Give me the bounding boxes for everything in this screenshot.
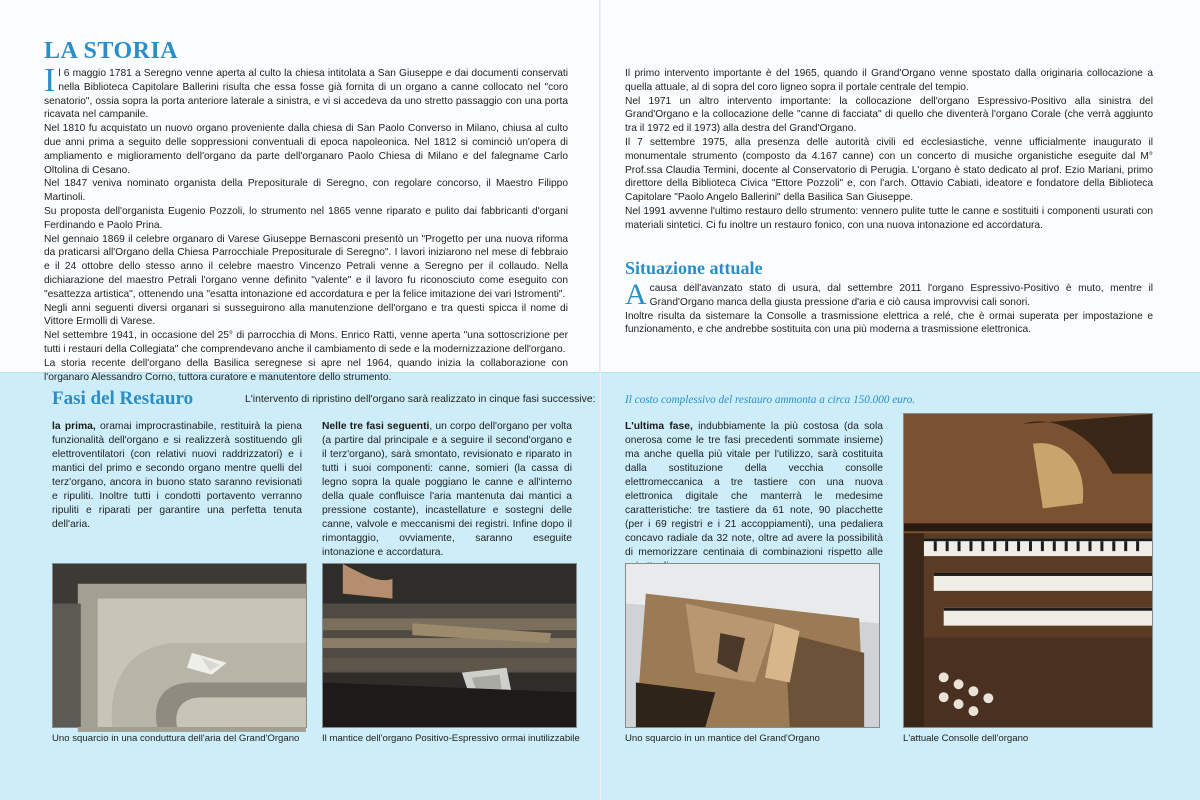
storia-text	[44, 62, 568, 383]
storia-paragraph: Nel 1810 fu acquistato un nuovo organo proveniente dalla chiesa di San Paolo Converso in Milano, chiusa al culto due anni prima a seguito delle soppressioni conventuali di epoca napoleonica. Nel 1812 si cominciò un'opera di ampliamento e miglioramento dell'organo da parte dell'organaro Paolo Chiesa di Milano e del falegname Carlo Oltolina di Cesano.	[44, 123, 568, 176]
fasi-seguenti-body: , un corpo dell'organo per volta (a partire dal principale e a seguire il second'organo e il terz'organo), sarà smontato, revisionato e riparato in tutti i suoi componenti: canne, somieri (la cassa di legno sopra la quale poggiano le canne e all'interno della quale confluisce l'aria mantenuta dai mantici a pressione costante), incastellature e sostegni delle canne, valvole e meccanismi dei registri. Infine dopo il rimontaggio, ovviamente, saranno eseguite intonazione e accordatura.	[322, 421, 572, 558]
storia-paragraph: La storia recente dell'organo della Basilica seregnese si apre nel 1964, quando inizia la collaborazione con l'organaro Alessandro Corno, tuttora curatore e manutentore dello strumento.	[44, 357, 568, 383]
situazione-paragraph: Inoltre risulta da sistemare la Consolle a trasmissione elettrica a relé, che è ormai superata per impostazione e funzionamento, e che andrebbe sostituita con una più moderna a trasmissione elettronica.	[625, 310, 1153, 336]
caption-console: L'attuale Consolle dell'organo	[903, 733, 1029, 744]
console-image	[904, 414, 1152, 727]
storia-title: LA STORIA	[44, 38, 179, 64]
fasi-title: Fasi del Restauro	[52, 388, 194, 409]
storia-continued-paragraph: Il primo intervento importante è del 1965, quando il Grand'Organo venne spostato dalla originaria collocazione a quella attuale, al di sopra del coro ligneo sopra il portale centrale del tempio.	[625, 68, 1153, 93]
situazione-title: Situazione attuale	[625, 258, 763, 278]
air-duct-photo	[52, 563, 307, 728]
ultima-fase-body: indubbiamente la più costosa (da sola onerosa come le tre fasi precedenti sommate insieme) ma anche quella più vitale per l'utilizzo, sarà costituita dalla sostituzione della vecchia consolle elettromeccanica a tre tastiere con una nuova elettronica digitale che manterrà le medesime caratteristiche: tre tastiere da 61 note, 90 placchette (per i 69 registri e i 21 accoppiamenti), una pedaliera concavo radiale da 32 note, oltre ad avere la possibilità di memorizzare centinaia di combinazioni rispetto alle	[625, 421, 883, 558]
storia-paragraph: l 6 maggio 1781 a Seregno venne aperta al culto la chiesa intitolata a San Giuseppe e dai documenti conservati nella Biblioteca Capitolare Ballerini risulta che essa fosse già fornita di un organo a canne collocato nel "coro senatorio", ossia sopra la porta anteriore laterale a sinistra, e vi si accedeva da uno stretto passaggio con una porta ricavata nel campanile.	[44, 68, 568, 121]
page-fold	[599, 0, 601, 800]
console-photo	[903, 413, 1153, 728]
fase-prima-body: oramai improcrastinabile, restituirà la piena funzionalità dell'organo e si realizzerà sostituendo gli elettroventilatori (con relativi nuovi raddrizzatori) e i mantici del primo e secondo organo mentre quelli del terz'organo, ancora in buono stato saranno revisionati e ripuliti. Inoltre tutti i condotti portavento verranno ripuliti e riparati per garantire una perfetta tenuta dell'aria.	[52, 421, 302, 530]
situazione-text	[625, 278, 1153, 348]
fase-prima-text	[52, 420, 302, 530]
storia-dropcap: I	[44, 62, 56, 99]
storia-continued-paragraph: Nel 1991 avvenne l'ultimo restauro dello strumento: vennero pulite tutte le canne e sostituiti i componenti usurati con materiali sintetici. Ci fu inoltre un restauro fonico, con una nuova intonazione ed accordatura.	[625, 205, 1153, 231]
caption-bellows-tear: Uno squarcio in un mantice del Grand'Organo	[625, 733, 820, 744]
bellows-tear-image	[626, 564, 879, 727]
bellows-photo	[322, 563, 577, 728]
caption-air-duct: Uno squarcio in una conduttura dell'aria del Grand'Organo	[52, 733, 300, 744]
storia-paragraph: Nel settembre 1941, in occasione del 25° di parrocchia di Mons. Enrico Ratti, venne aperta "una sottoscrizione per tutti i restauri della Collegiata" che comprendevano anche il cambiamento di sede e la modernizzazione dell'organo.	[44, 330, 568, 355]
ultima-fase-text	[625, 420, 883, 558]
cost-note: Il costo complessivo del restauro ammonta a circa 150.000 euro.	[625, 394, 916, 406]
ultima-fase-lead: L'ultima fase,	[625, 421, 693, 432]
fasi-seguenti-lead: Nelle tre fasi seguenti	[322, 421, 430, 432]
storia-continued-paragraph: Nel 1971 un altro intervento importante: la collocazione dell'organo Espressivo-Positivo alla sinistra del Grand'Organo e la collocazione delle "canne di facciata" di quello che diventerà l'organo Corale (che verrà aggiunto tra il 1972 ed il 1973) alla destra del Grand'Organo.	[625, 95, 1153, 135]
caption-bellows: Il mantice dell'organo Positivo-Espressivo ormai inutilizzabile	[322, 733, 580, 744]
storia-paragraph: Negli anni seguenti diversi organari si susseguirono alla manutenzione dell'organo e tra questi spicca il nome di Vittore Ermolli di Varese.	[44, 302, 568, 328]
storia-paragraph: Nel gennaio 1869 il celebre organaro di Varese Giuseppe Bernasconi presentò un "Progetto per una nuova riforma da praticarsi all'Organo della Chiesa Parrocchiale Prepositurale di Seregno". I lavori iniziarono nel mese di febbraio e il 24 ottobre dello stesso anno il celebre maestro Vincenzo Petrali venne a Seregno per il collaudo. Nella dichiarazione del maestro Petrali l'organo venne definito "valente" e il lavoro fu riconosciuto come eseguito con "esattezza artistica", ottenendo una "esatta intonazione ed accordatura e per la felice imitazione dei vari Istromenti".	[44, 233, 568, 300]
storia-continued-paragraph: Il 7 settembre 1975, alla presenza delle autorità civili ed ecclesiastiche, venne ufficialmente inaugurato il monumentale strumento (composto da 4.167 canne) con un concerto di musiche organistiche eseguite dal M° Prof.ssa Claudia Termini, docente al Conservatorio di Perugia. L'organo è stato dedicato al prof. Ezio Mariani, primo direttore della Biblioteca Civica "Ettore Pozzoli" e, con l'arch. Ottavio Cabiati, ideatore e fondatore della Biblioteca Capitolare "Paolo Angelo Ballerini" della Basilica San Giuseppe.	[625, 136, 1153, 204]
storia-paragraph: Nel 1847 veniva nominato organista della Prepositurale di Seregno, con regolare concorso, il Maestro Filippo Martinoli.	[44, 178, 568, 204]
bellows-tear-photo	[625, 563, 880, 728]
situazione-dropcap: A	[625, 278, 647, 311]
bellows-image	[323, 564, 576, 727]
fase-prima-lead: la prima,	[52, 421, 96, 432]
situazione-paragraph: causa dell'avanzato stato di usura, dal settembre 2011 l'organo Espressivo-Positivo è muto, mentre il Grand'Organo manca della giusta pressione d'aria e ciò causa improvvisi cali sonori.	[649, 283, 1153, 308]
fasi-intro: L'intervento di ripristino dell'organo sarà realizzato in cinque fasi successive:	[245, 394, 596, 405]
storia-continued-text	[625, 67, 1153, 239]
air-duct-image	[53, 564, 306, 727]
fasi-seguenti-text	[322, 420, 572, 558]
storia-paragraph: Su proposta dell'organista Eugenio Pozzoli, lo strumento nel 1865 venne riparato e pulito dai fabbricanti d'organi Ferdinando e Paolo Prina.	[44, 205, 568, 231]
